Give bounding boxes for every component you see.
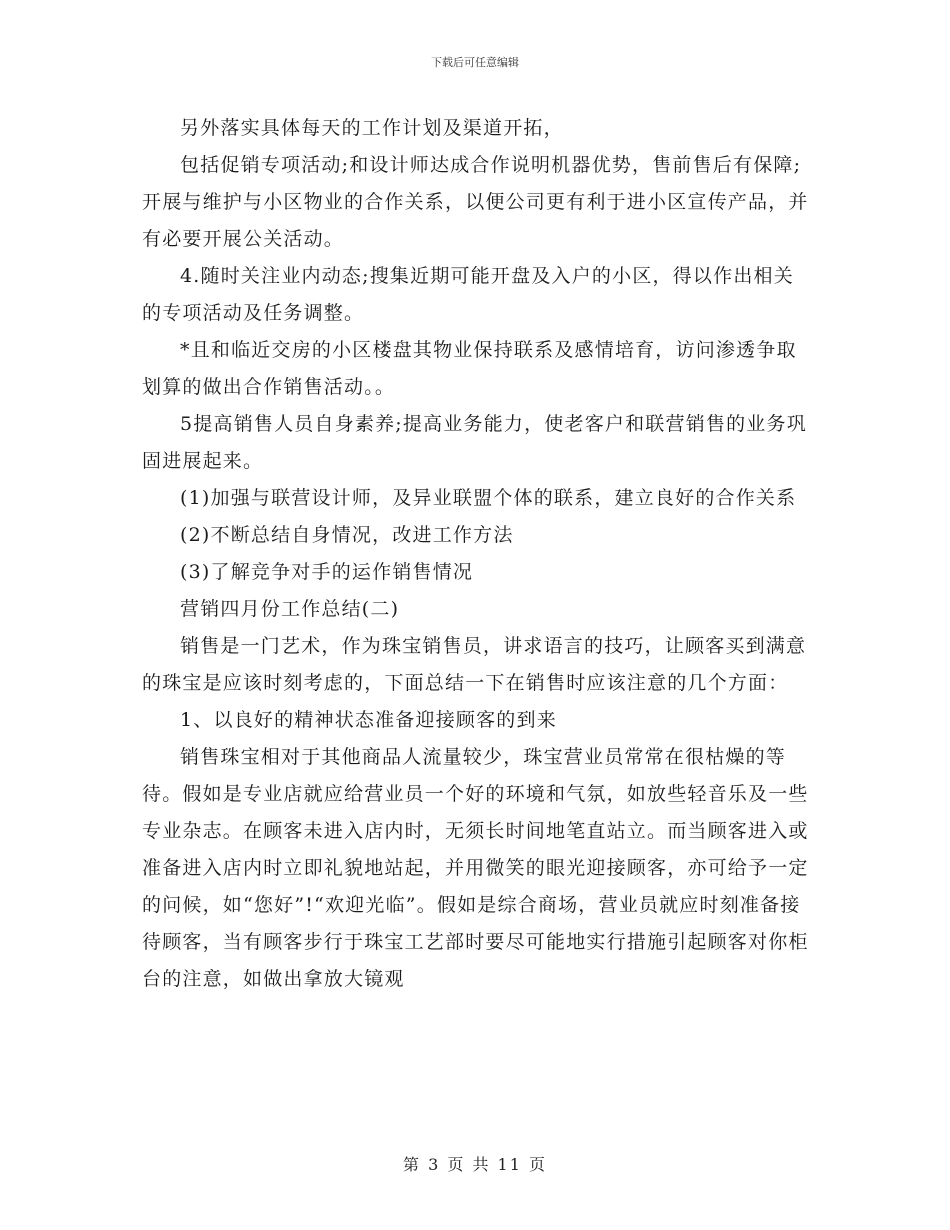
body-paragraph: 另外落实具体每天的工作计划及渠道开拓， bbox=[180, 117, 564, 139]
body-paragraph: 包括促销专项活动;和设计师达成合作说明机器优势，售前售后有保障;开展与维护与小区物业的合作关系，以便公司更有利于进小区宣传产品，并有必要开展公关活动。 bbox=[142, 154, 809, 250]
body-paragraph: 4.随时关注业内动态;搜集近期可能开盘及入户的小区，得以作出相关的专项活动及任务调整。 bbox=[142, 265, 794, 324]
page-header: 下载后可任意编辑 bbox=[431, 56, 519, 69]
body-paragraph: *且和临近交房的小区楼盘其物业保持联系及感情培育，访问渗透争取划算的做出合作销售活动。。 bbox=[142, 339, 797, 398]
page-number-footer: 第 3 页 共 11 页 bbox=[403, 1155, 547, 1174]
body-paragraph: 销售珠宝相对于其他商品人流量较少，珠宝营业员常常在很枯燥的等待。假如是专业店就应给营业员一个好的环境和气氛，如放些轻音乐及一些专业杂志。在顾客未进入店内时，无须长时间地笔直站立。而当顾客进入或准备进入店内时立即礼貌地站起，并用微笑的眼光迎接顾客，亦可给予一定的问候，如“您好”!“欢迎光临”。假如是综合商场，营业员就应时刻准备接待顾客，当有顾客步行于珠宝工艺部时要尽可能地实行措施引起顾客对你柜台的注意，如做出拿放大镜观 bbox=[142, 746, 809, 990]
document-body bbox=[142, 110, 810, 998]
list-item: (1)加强与联营设计师，及异业联盟个体的联系，建立良好的合作关系 bbox=[180, 487, 797, 509]
list-item: (3)了解竞争对手的运作销售情况 bbox=[180, 561, 474, 583]
section-heading: 营销四月份工作总结(二) bbox=[180, 598, 400, 620]
list-item: (2)不断总结自身情况，改进工作方法 bbox=[180, 524, 514, 546]
subsection-heading: 1、以良好的精神状态准备迎接顾客的到来 bbox=[180, 709, 557, 731]
body-paragraph: 销售是一门艺术，作为珠宝销售员，讲求语言的技巧，让顾客买到满意的珠宝是应该时刻考虑的，下面总结一下在销售时应该注意的几个方面： bbox=[142, 635, 807, 694]
body-paragraph: 5提高销售人员自身素养;提高业务能力，使老客户和联营销售的业务巩固进展起来。 bbox=[142, 413, 807, 472]
